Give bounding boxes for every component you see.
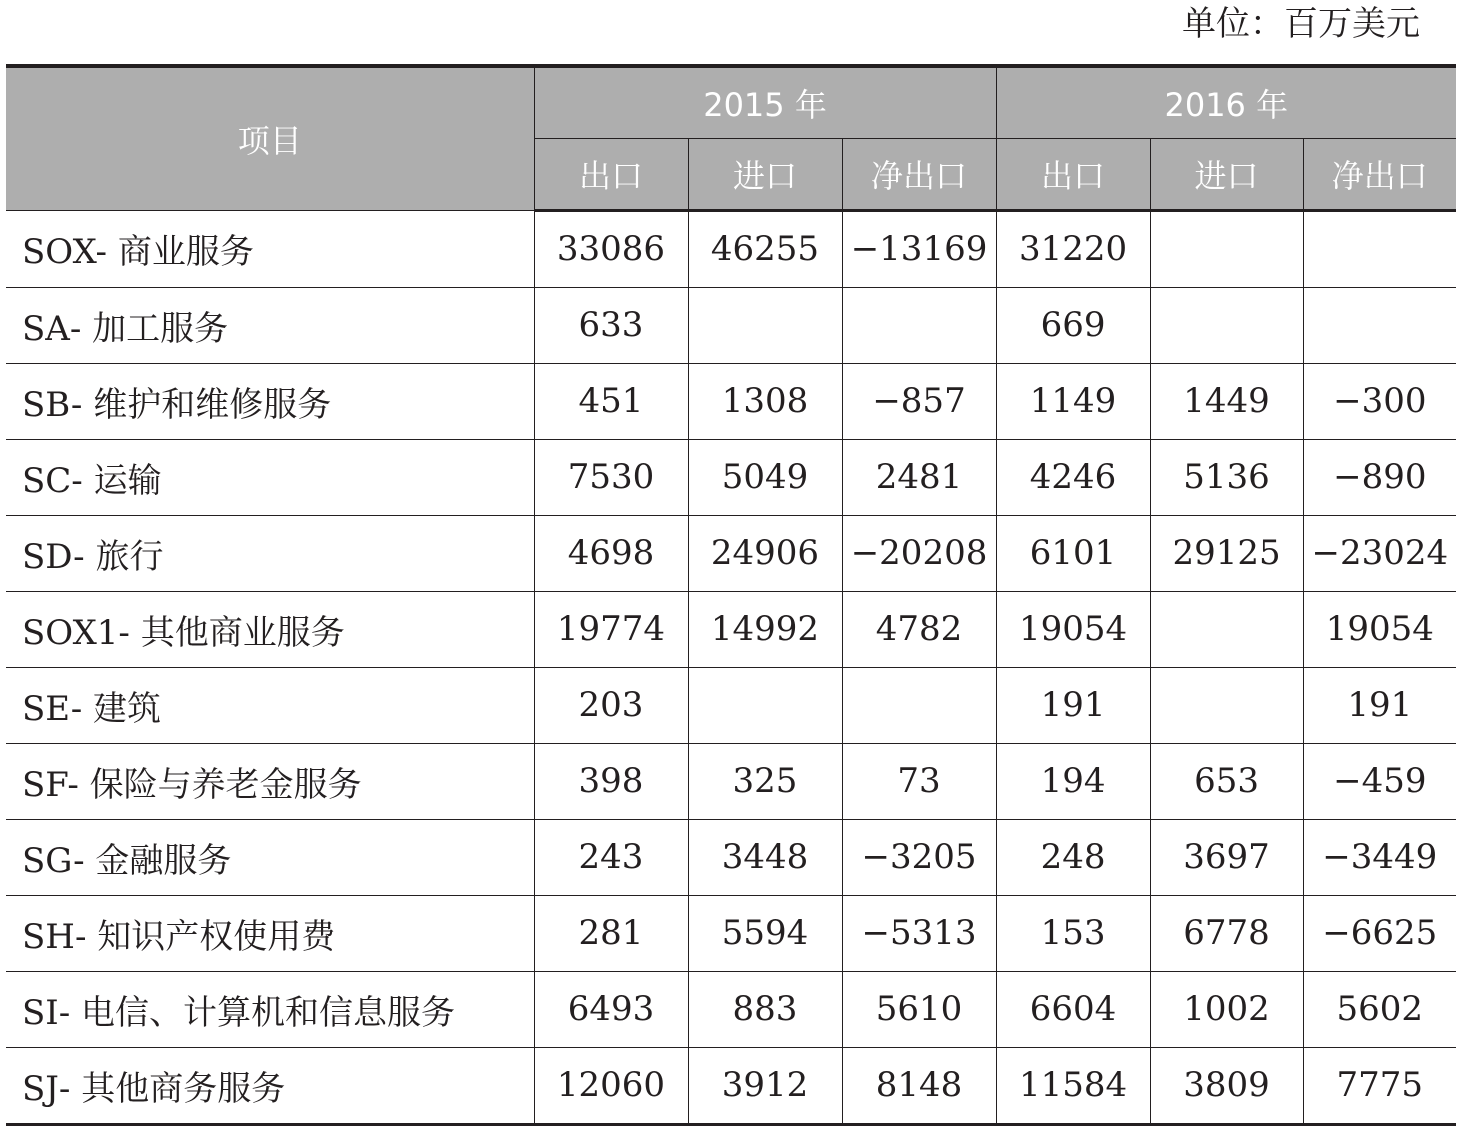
- table-cell: [1303, 210, 1456, 287]
- table-cell: 669: [996, 287, 1150, 363]
- table-cell: 398: [534, 743, 688, 819]
- table-cell: 31220: [996, 210, 1150, 287]
- table-row: [6, 210, 1456, 287]
- table-cell: 1002: [1150, 971, 1303, 1047]
- table-cell: 5610: [842, 971, 996, 1047]
- table-cell: −23024: [1303, 515, 1456, 591]
- table-cell: 5594: [688, 895, 842, 971]
- table-cell: 883: [688, 971, 842, 1047]
- table-cell: 7530: [534, 439, 688, 515]
- table-cell: 6493: [534, 971, 688, 1047]
- table-cell: 29125: [1150, 515, 1303, 591]
- table-cell: 451: [534, 363, 688, 439]
- table-cell: 19054: [1303, 591, 1456, 667]
- table-cell: 153: [996, 895, 1150, 971]
- table-cell: 46255: [688, 210, 842, 287]
- table-row: [6, 591, 1456, 667]
- table-cell: 1149: [996, 363, 1150, 439]
- table-cell: 73: [842, 743, 996, 819]
- table-cell: 203: [534, 667, 688, 743]
- table-cell: 1308: [688, 363, 842, 439]
- table-cell: −857: [842, 363, 996, 439]
- table-cell: [1303, 287, 1456, 363]
- header-import: 进口: [688, 138, 842, 210]
- trade-table: [6, 64, 1456, 1126]
- header-import: 进口: [1150, 138, 1303, 210]
- row-label: SOX1- 其他商业服务: [6, 591, 534, 667]
- row-label: SI- 电信、计算机和信息服务: [6, 971, 534, 1047]
- table-cell: [1150, 667, 1303, 743]
- table-cell: 243: [534, 819, 688, 895]
- table-cell: 19774: [534, 591, 688, 667]
- table-row: [6, 895, 1456, 971]
- table-cell: 653: [1150, 743, 1303, 819]
- table-cell: 3809: [1150, 1047, 1303, 1124]
- table-row: [6, 363, 1456, 439]
- table-cell: 4246: [996, 439, 1150, 515]
- table-cell: −890: [1303, 439, 1456, 515]
- table-cell: 33086: [534, 210, 688, 287]
- row-label: SF- 保险与养老金服务: [6, 743, 534, 819]
- table-cell: 191: [996, 667, 1150, 743]
- table-cell: 4698: [534, 515, 688, 591]
- header-year-2015: 2015 年: [534, 66, 996, 138]
- table-cell: −13169: [842, 210, 996, 287]
- table-cell: 7775: [1303, 1047, 1456, 1124]
- row-label: SC- 运输: [6, 439, 534, 515]
- table-cell: 8148: [842, 1047, 996, 1124]
- table-cell: −3449: [1303, 819, 1456, 895]
- table-cell: [1150, 591, 1303, 667]
- row-label: SB- 维护和维修服务: [6, 363, 534, 439]
- table-cell: 325: [688, 743, 842, 819]
- table-row: [6, 819, 1456, 895]
- table-cell: [1150, 210, 1303, 287]
- row-label: SD- 旅行: [6, 515, 534, 591]
- table-row: [6, 743, 1456, 819]
- header-item: 项目: [6, 66, 534, 210]
- table-cell: 2481: [842, 439, 996, 515]
- table-cell: −20208: [842, 515, 996, 591]
- table-cell: 191: [1303, 667, 1456, 743]
- row-label: SH- 知识产权使用费: [6, 895, 534, 971]
- row-label: SG- 金融服务: [6, 819, 534, 895]
- table-cell: 3448: [688, 819, 842, 895]
- table-cell: −3205: [842, 819, 996, 895]
- table-cell: −5313: [842, 895, 996, 971]
- table-cell: −300: [1303, 363, 1456, 439]
- row-label: SOX- 商业服务: [6, 210, 534, 287]
- table-cell: 1449: [1150, 363, 1303, 439]
- table-cell: −459: [1303, 743, 1456, 819]
- table-cell: 11584: [996, 1047, 1150, 1124]
- row-label: SJ- 其他商务服务: [6, 1047, 534, 1124]
- table-row: [6, 971, 1456, 1047]
- table-cell: 4782: [842, 591, 996, 667]
- table-body: [6, 210, 1456, 1124]
- table-cell: 248: [996, 819, 1150, 895]
- row-label: SA- 加工服务: [6, 287, 534, 363]
- table-cell: [842, 667, 996, 743]
- table-cell: −6625: [1303, 895, 1456, 971]
- table-cell: 194: [996, 743, 1150, 819]
- header-net-export: 净出口: [1303, 138, 1456, 210]
- table-cell: 14992: [688, 591, 842, 667]
- row-label: SE- 建筑: [6, 667, 534, 743]
- table-row: [6, 439, 1456, 515]
- header-export: 出口: [996, 138, 1150, 210]
- table-cell: 5602: [1303, 971, 1456, 1047]
- table-row: [6, 1047, 1456, 1124]
- table-row: [6, 287, 1456, 363]
- table-cell: 3697: [1150, 819, 1303, 895]
- table-cell: 633: [534, 287, 688, 363]
- table-cell: 6778: [1150, 895, 1303, 971]
- table-cell: 12060: [534, 1047, 688, 1124]
- table-cell: 6604: [996, 971, 1150, 1047]
- header-export: 出口: [534, 138, 688, 210]
- table-row: [6, 515, 1456, 591]
- table-cell: 19054: [996, 591, 1150, 667]
- header-year-2016: 2016 年: [996, 66, 1456, 138]
- table-row: [6, 667, 1456, 743]
- unit-label: 单位：百万美元: [1182, 4, 1420, 44]
- table-cell: 24906: [688, 515, 842, 591]
- header-net-export: 净出口: [842, 138, 996, 210]
- table-cell: 5049: [688, 439, 842, 515]
- table-cell: 6101: [996, 515, 1150, 591]
- table-cell: [842, 287, 996, 363]
- table-cell: 3912: [688, 1047, 842, 1124]
- table-cell: [1150, 287, 1303, 363]
- table-cell: 5136: [1150, 439, 1303, 515]
- table-cell: [688, 667, 842, 743]
- table-cell: 281: [534, 895, 688, 971]
- table-cell: [688, 287, 842, 363]
